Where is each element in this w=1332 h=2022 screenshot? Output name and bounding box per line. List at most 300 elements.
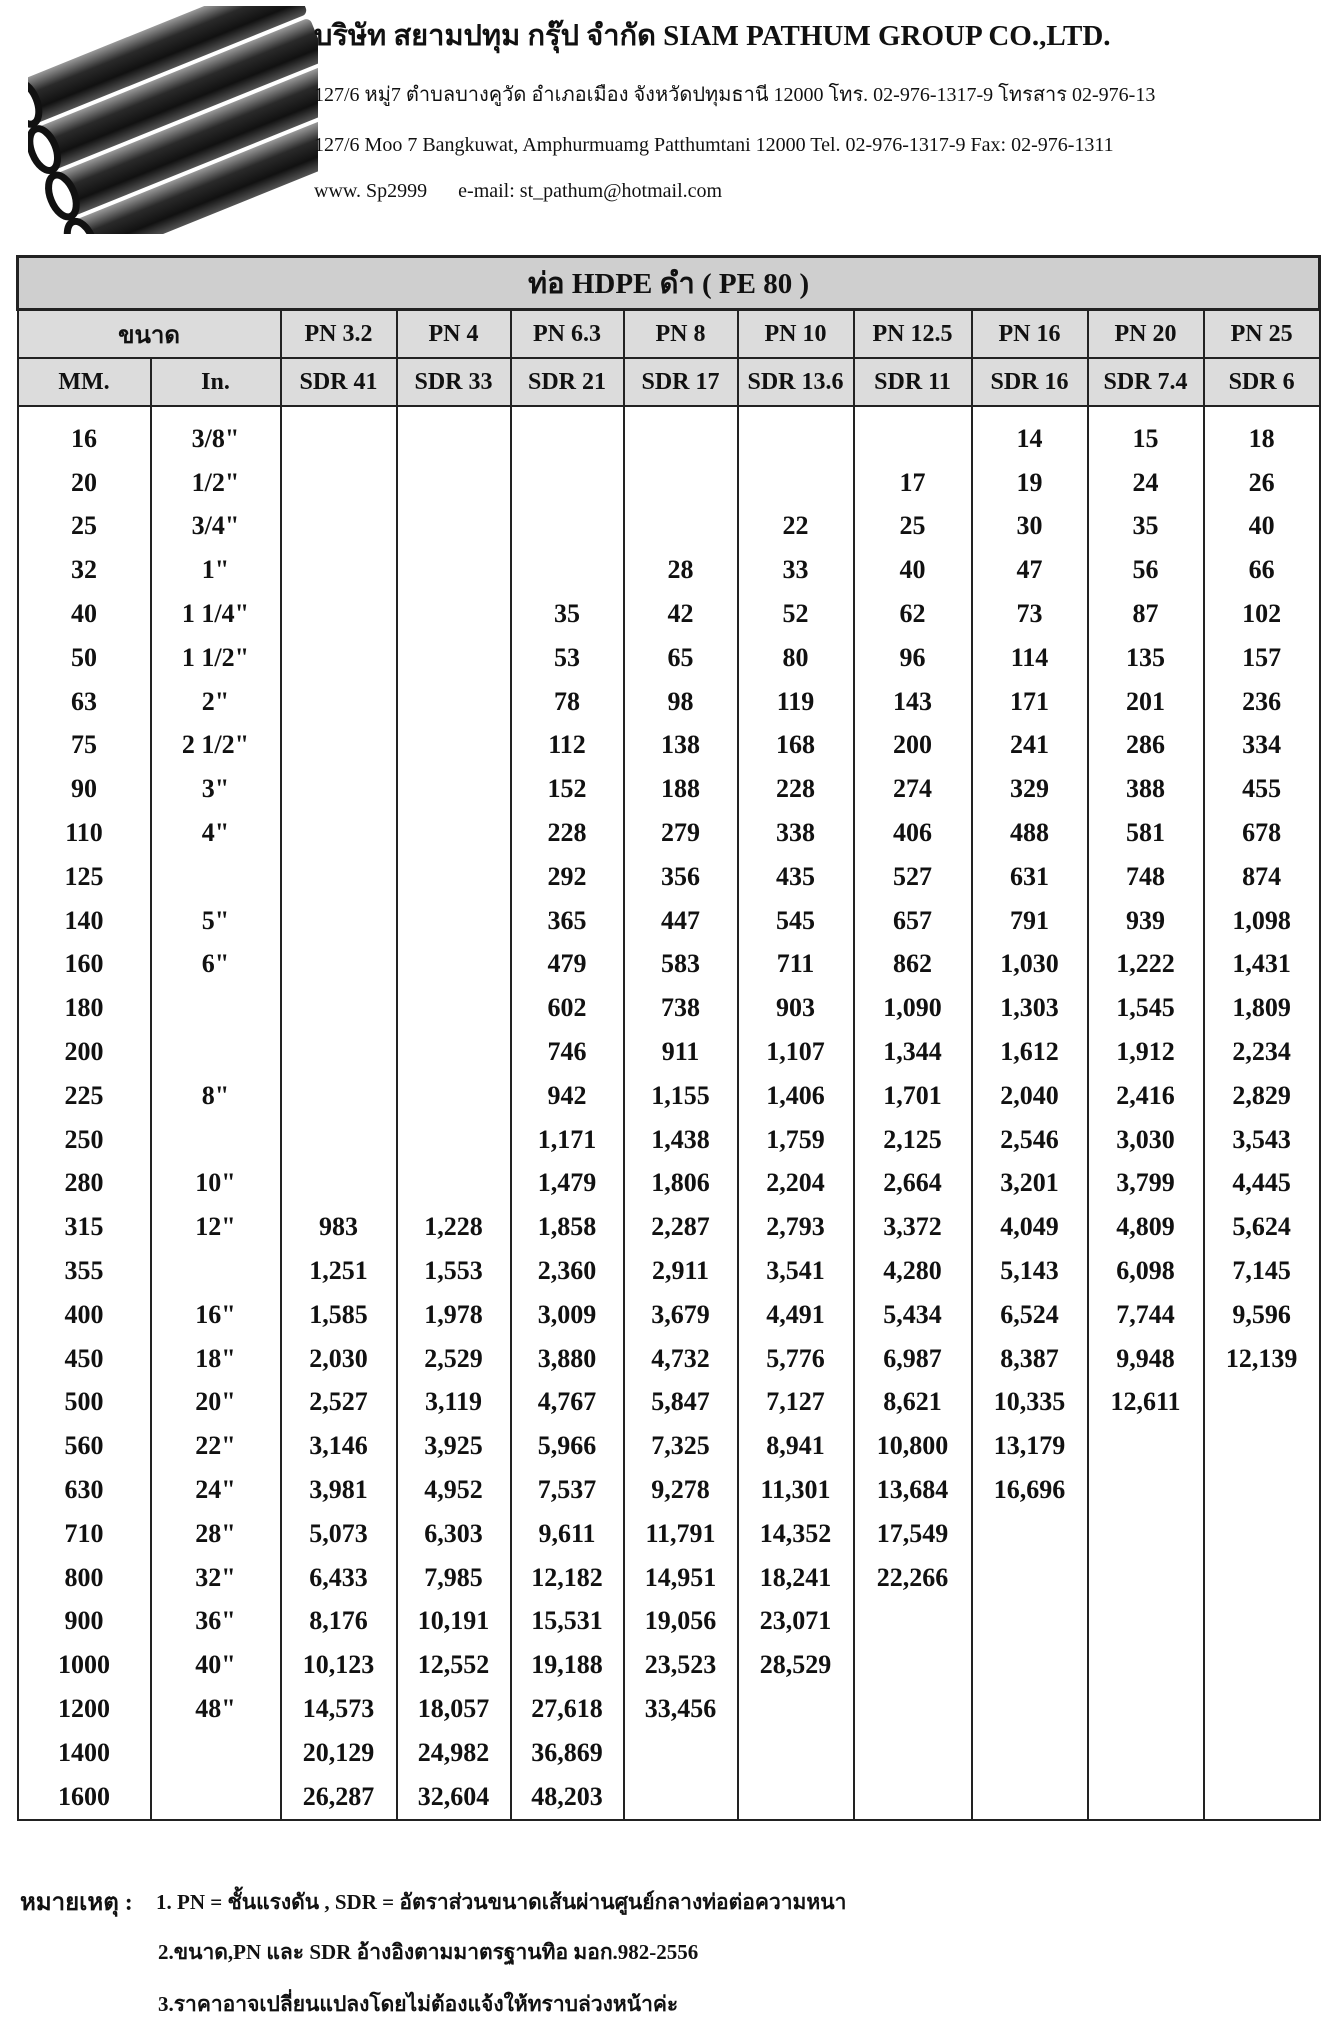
price-cell: 447 xyxy=(624,899,738,943)
size-mm-cell: 280 xyxy=(18,1162,151,1206)
size-mm-cell: 500 xyxy=(18,1381,151,1425)
price-cell xyxy=(397,986,511,1030)
price-cell xyxy=(397,724,511,768)
size-inch-cell: 2 1/2" xyxy=(151,724,281,768)
price-cell: 66 xyxy=(1204,548,1320,592)
price-cell: 98 xyxy=(624,680,738,724)
price-cell xyxy=(972,1731,1088,1775)
price-cell: 14,573 xyxy=(281,1687,397,1731)
price-cell xyxy=(854,1600,972,1644)
price-cell: 11,301 xyxy=(738,1468,854,1512)
price-cell: 10,800 xyxy=(854,1424,972,1468)
price-cell: 678 xyxy=(1204,811,1320,855)
price-cell: 102 xyxy=(1204,592,1320,636)
table-title: ท่อ HDPE ดำ ( PE 80 ) xyxy=(18,257,1320,310)
pn-header: PN 25 xyxy=(1204,310,1320,359)
price-cell: 33 xyxy=(738,548,854,592)
price-cell: 6,524 xyxy=(972,1293,1088,1337)
price-cell xyxy=(1204,1468,1320,1512)
price-cell: 4,732 xyxy=(624,1337,738,1381)
price-cell xyxy=(972,1775,1088,1820)
price-cell: 286 xyxy=(1088,724,1204,768)
pn-header: PN 4 xyxy=(397,310,511,359)
size-mm-cell: 710 xyxy=(18,1512,151,1556)
price-cell: 3,372 xyxy=(854,1205,972,1249)
spacer-cell xyxy=(151,406,281,417)
size-mm-cell: 1000 xyxy=(18,1643,151,1687)
price-cell: 2,527 xyxy=(281,1381,397,1425)
table-row xyxy=(18,1600,1320,1644)
contact-line xyxy=(314,180,748,203)
price-cell: 2,416 xyxy=(1088,1074,1204,1118)
website-link[interactable]: www. Sp2999 xyxy=(314,180,428,202)
size-inch-cell: 12" xyxy=(151,1205,281,1249)
price-cell: 14,352 xyxy=(738,1512,854,1556)
price-cell: 1,171 xyxy=(511,1118,624,1162)
price-cell xyxy=(397,417,511,461)
table-row xyxy=(18,1556,1320,1600)
price-cell xyxy=(397,680,511,724)
size-mm-cell: 400 xyxy=(18,1293,151,1337)
price-cell: 40 xyxy=(854,548,972,592)
price-cell: 2,664 xyxy=(854,1162,972,1206)
size-inch-cell: 40" xyxy=(151,1643,281,1687)
price-cell xyxy=(511,417,624,461)
size-mm-cell: 160 xyxy=(18,943,151,987)
price-cell: 12,182 xyxy=(511,1556,624,1600)
price-cell: 435 xyxy=(738,855,854,899)
price-cell: 13,684 xyxy=(854,1468,972,1512)
price-cell xyxy=(738,417,854,461)
price-cell: 334 xyxy=(1204,724,1320,768)
price-cell: 9,611 xyxy=(511,1512,624,1556)
size-inch-cell xyxy=(151,986,281,1030)
size-inch-cell: 2" xyxy=(151,680,281,724)
price-cell: 33,456 xyxy=(624,1687,738,1731)
price-cell: 738 xyxy=(624,986,738,1030)
spacer-cell xyxy=(738,406,854,417)
address-thai: 127/6 หมู่7 ตำบลบางคูวัด อำเภอเมือง จังหวัดปทุมธานี 12000 โทร. 02-976-1317-9 โทรสาร 02-976-13 xyxy=(314,84,1156,106)
price-cell: 3,981 xyxy=(281,1468,397,1512)
size-mm-cell: 200 xyxy=(18,1030,151,1074)
price-cell: 1,858 xyxy=(511,1205,624,1249)
price-cell: 4,491 xyxy=(738,1293,854,1337)
price-cell xyxy=(1204,1424,1320,1468)
price-cell xyxy=(397,505,511,549)
price-cell: 10,335 xyxy=(972,1381,1088,1425)
price-cell xyxy=(281,592,397,636)
size-mm-cell: 63 xyxy=(18,680,151,724)
table-row xyxy=(18,1512,1320,1556)
price-cell: 143 xyxy=(854,680,972,724)
size-mm-cell: 250 xyxy=(18,1118,151,1162)
price-cell: 5,966 xyxy=(511,1424,624,1468)
spacer-cell xyxy=(972,406,1088,417)
size-inch-cell xyxy=(151,1030,281,1074)
price-cell: 1,098 xyxy=(1204,899,1320,943)
price-cell: 152 xyxy=(511,767,624,811)
size-mm-cell: 16 xyxy=(18,417,151,461)
price-cell: 7,325 xyxy=(624,1424,738,1468)
table-row xyxy=(18,1249,1320,1293)
price-cell: 911 xyxy=(624,1030,738,1074)
price-cell: 631 xyxy=(972,855,1088,899)
spacer-cell xyxy=(18,406,151,417)
price-cell: 657 xyxy=(854,899,972,943)
price-cell: 80 xyxy=(738,636,854,680)
price-cell: 942 xyxy=(511,1074,624,1118)
email-link[interactable]: e-mail: st_pathum@hotmail.com xyxy=(458,180,723,202)
size-inch-cell: 10" xyxy=(151,1162,281,1206)
price-cell: 188 xyxy=(624,767,738,811)
price-cell xyxy=(397,855,511,899)
price-cell xyxy=(1088,1600,1204,1644)
price-cell: 2,125 xyxy=(854,1118,972,1162)
price-cell: 279 xyxy=(624,811,738,855)
pn-header: PN 20 xyxy=(1088,310,1204,359)
price-cell: 1,107 xyxy=(738,1030,854,1074)
table-row xyxy=(18,943,1320,987)
notes-label: หมายเหตุ : xyxy=(20,1890,133,1916)
price-cell: 292 xyxy=(511,855,624,899)
table-row xyxy=(18,680,1320,724)
price-cell: 356 xyxy=(624,855,738,899)
price-cell: 862 xyxy=(854,943,972,987)
price-cell xyxy=(397,943,511,987)
price-cell: 14,951 xyxy=(624,1556,738,1600)
price-cell xyxy=(854,1731,972,1775)
price-cell xyxy=(397,811,511,855)
table-row xyxy=(18,767,1320,811)
price-cell xyxy=(281,1074,397,1118)
size-inch-cell: 8" xyxy=(151,1074,281,1118)
price-cell xyxy=(397,592,511,636)
table-spacer-row xyxy=(18,406,1320,417)
price-cell: 903 xyxy=(738,986,854,1030)
price-cell: 16,696 xyxy=(972,1468,1088,1512)
price-cell xyxy=(281,1162,397,1206)
price-cell xyxy=(281,855,397,899)
price-cell: 3,880 xyxy=(511,1337,624,1381)
price-cell: 7,744 xyxy=(1088,1293,1204,1337)
size-inch-cell: 3/4" xyxy=(151,505,281,549)
price-cell: 56 xyxy=(1088,548,1204,592)
sdr-header: SDR 41 xyxy=(281,358,397,406)
price-cell xyxy=(1204,1381,1320,1425)
price-cell: 1,251 xyxy=(281,1249,397,1293)
price-cell: 10,191 xyxy=(397,1600,511,1644)
price-cell: 48,203 xyxy=(511,1775,624,1820)
size-mm-cell: 20 xyxy=(18,461,151,505)
price-cell: 73 xyxy=(972,592,1088,636)
price-cell: 24 xyxy=(1088,461,1204,505)
price-cell: 2,204 xyxy=(738,1162,854,1206)
table-row xyxy=(18,1687,1320,1731)
price-cell: 2,287 xyxy=(624,1205,738,1249)
price-cell: 1,545 xyxy=(1088,986,1204,1030)
price-cell: 168 xyxy=(738,724,854,768)
inch-header: In. xyxy=(151,358,281,406)
price-cell: 119 xyxy=(738,680,854,724)
price-cell xyxy=(1088,1731,1204,1775)
sdr-header: SDR 16 xyxy=(972,358,1088,406)
price-cell: 602 xyxy=(511,986,624,1030)
price-cell: 15 xyxy=(1088,417,1204,461)
price-cell: 201 xyxy=(1088,680,1204,724)
price-cell: 228 xyxy=(738,767,854,811)
table-row xyxy=(18,986,1320,1030)
table-row xyxy=(18,1030,1320,1074)
table-row xyxy=(18,899,1320,943)
price-cell xyxy=(281,1118,397,1162)
size-inch-cell: 24" xyxy=(151,1468,281,1512)
price-cell: 2,911 xyxy=(624,1249,738,1293)
price-cell: 1,585 xyxy=(281,1293,397,1337)
price-cell xyxy=(1088,1556,1204,1600)
price-cell: 228 xyxy=(511,811,624,855)
price-cell: 5,434 xyxy=(854,1293,972,1337)
price-cell: 171 xyxy=(972,680,1088,724)
price-cell xyxy=(1204,1731,1320,1775)
price-cell xyxy=(281,724,397,768)
size-mm-cell: 355 xyxy=(18,1249,151,1293)
price-cell: 28 xyxy=(624,548,738,592)
price-cell xyxy=(972,1687,1088,1731)
size-inch-cell: 3/8" xyxy=(151,417,281,461)
table-row xyxy=(18,636,1320,680)
price-cell: 1,155 xyxy=(624,1074,738,1118)
price-cell: 1,479 xyxy=(511,1162,624,1206)
pipe-bundle-logo xyxy=(28,6,318,234)
price-cell: 114 xyxy=(972,636,1088,680)
price-cell: 1,090 xyxy=(854,986,972,1030)
price-cell xyxy=(281,943,397,987)
price-cell: 1,438 xyxy=(624,1118,738,1162)
price-cell: 3,119 xyxy=(397,1381,511,1425)
price-cell: 388 xyxy=(1088,767,1204,811)
price-cell: 27,618 xyxy=(511,1687,624,1731)
price-cell xyxy=(854,1775,972,1820)
price-cell: 3,799 xyxy=(1088,1162,1204,1206)
price-cell: 8,621 xyxy=(854,1381,972,1425)
price-cell: 87 xyxy=(1088,592,1204,636)
table-row xyxy=(18,417,1320,461)
price-cell xyxy=(281,1030,397,1074)
price-cell xyxy=(397,1030,511,1074)
price-cell: 13,179 xyxy=(972,1424,1088,1468)
price-cell xyxy=(281,680,397,724)
price-cell: 11,791 xyxy=(624,1512,738,1556)
price-cell: 2,793 xyxy=(738,1205,854,1249)
mm-header: MM. xyxy=(18,358,151,406)
price-cell xyxy=(624,505,738,549)
price-cell: 748 xyxy=(1088,855,1204,899)
price-cell: 6,098 xyxy=(1088,1249,1204,1293)
size-inch-cell: 1 1/4" xyxy=(151,592,281,636)
size-mm-cell: 25 xyxy=(18,505,151,549)
price-cell xyxy=(1204,1687,1320,1731)
price-cell xyxy=(738,1775,854,1820)
price-cell: 4,767 xyxy=(511,1381,624,1425)
price-cell: 22,266 xyxy=(854,1556,972,1600)
size-mm-cell: 1200 xyxy=(18,1687,151,1731)
price-cell: 3,030 xyxy=(1088,1118,1204,1162)
price-cell: 135 xyxy=(1088,636,1204,680)
price-cell xyxy=(972,1643,1088,1687)
price-cell: 2,040 xyxy=(972,1074,1088,1118)
price-cell: 8,941 xyxy=(738,1424,854,1468)
pn-header: PN 6.3 xyxy=(511,310,624,359)
spacer-cell xyxy=(281,406,397,417)
price-cell: 7,145 xyxy=(1204,1249,1320,1293)
size-mm-cell: 315 xyxy=(18,1205,151,1249)
size-inch-cell xyxy=(151,1118,281,1162)
price-cell: 24,982 xyxy=(397,1731,511,1775)
price-cell xyxy=(972,1600,1088,1644)
table-row xyxy=(18,1424,1320,1468)
price-cell: 3,146 xyxy=(281,1424,397,1468)
size-mm-cell: 630 xyxy=(18,1468,151,1512)
price-cell xyxy=(511,505,624,549)
price-cell xyxy=(397,1162,511,1206)
price-cell: 3,201 xyxy=(972,1162,1088,1206)
price-cell xyxy=(738,1687,854,1731)
price-cell: 365 xyxy=(511,899,624,943)
price-cell xyxy=(1088,1512,1204,1556)
size-mm-cell: 32 xyxy=(18,548,151,592)
price-cell xyxy=(972,1556,1088,1600)
price-cell: 746 xyxy=(511,1030,624,1074)
price-cell: 1,978 xyxy=(397,1293,511,1337)
price-cell: 14 xyxy=(972,417,1088,461)
size-inch-cell: 20" xyxy=(151,1381,281,1425)
price-cell: 338 xyxy=(738,811,854,855)
price-cell xyxy=(281,767,397,811)
size-mm-cell: 125 xyxy=(18,855,151,899)
price-cell: 36,869 xyxy=(511,1731,624,1775)
size-inch-cell: 1/2" xyxy=(151,461,281,505)
price-table-container xyxy=(16,255,1318,1821)
sdr-header: SDR 7.4 xyxy=(1088,358,1204,406)
size-mm-cell: 900 xyxy=(18,1600,151,1644)
price-cell xyxy=(1204,1600,1320,1644)
sdr-header: SDR 21 xyxy=(511,358,624,406)
pn-header: PN 12.5 xyxy=(854,310,972,359)
price-cell xyxy=(1088,1468,1204,1512)
price-cell: 19,056 xyxy=(624,1600,738,1644)
size-inch-cell xyxy=(151,1775,281,1820)
size-mm-cell: 50 xyxy=(18,636,151,680)
price-cell: 9,278 xyxy=(624,1468,738,1512)
spacer-cell xyxy=(1088,406,1204,417)
price-cell: 7,127 xyxy=(738,1381,854,1425)
size-mm-cell: 225 xyxy=(18,1074,151,1118)
price-cell xyxy=(511,548,624,592)
table-body xyxy=(18,406,1320,1820)
price-cell xyxy=(624,461,738,505)
price-cell: 112 xyxy=(511,724,624,768)
price-cell xyxy=(624,1775,738,1820)
spacer-cell xyxy=(854,406,972,417)
pn-header: PN 10 xyxy=(738,310,854,359)
price-cell: 6,987 xyxy=(854,1337,972,1381)
price-cell xyxy=(281,505,397,549)
size-mm-cell: 110 xyxy=(18,811,151,855)
price-cell xyxy=(397,548,511,592)
price-cell: 18,241 xyxy=(738,1556,854,1600)
price-cell xyxy=(397,636,511,680)
table-row xyxy=(18,724,1320,768)
size-inch-cell: 32" xyxy=(151,1556,281,1600)
table-row xyxy=(18,1074,1320,1118)
price-cell: 3,679 xyxy=(624,1293,738,1337)
price-cell: 6,303 xyxy=(397,1512,511,1556)
price-cell: 3,925 xyxy=(397,1424,511,1468)
price-cell: 4,049 xyxy=(972,1205,1088,1249)
price-cell: 47 xyxy=(972,548,1088,592)
price-cell: 1,612 xyxy=(972,1030,1088,1074)
price-cell: 791 xyxy=(972,899,1088,943)
price-cell xyxy=(281,417,397,461)
price-cell: 1,912 xyxy=(1088,1030,1204,1074)
size-inch-cell xyxy=(151,1731,281,1775)
price-cell: 53 xyxy=(511,636,624,680)
spacer-cell xyxy=(511,406,624,417)
price-cell: 62 xyxy=(854,592,972,636)
price-cell: 7,537 xyxy=(511,1468,624,1512)
sdr-header: SDR 11 xyxy=(854,358,972,406)
price-cell: 8,387 xyxy=(972,1337,1088,1381)
size-inch-cell: 48" xyxy=(151,1687,281,1731)
price-cell: 2,030 xyxy=(281,1337,397,1381)
price-cell: 241 xyxy=(972,724,1088,768)
price-cell: 23,523 xyxy=(624,1643,738,1687)
size-inch-cell: 6" xyxy=(151,943,281,987)
price-cell xyxy=(738,1731,854,1775)
size-mm-cell: 560 xyxy=(18,1424,151,1468)
price-cell xyxy=(281,811,397,855)
price-cell: 329 xyxy=(972,767,1088,811)
price-cell: 1,759 xyxy=(738,1118,854,1162)
price-cell xyxy=(397,767,511,811)
price-cell xyxy=(397,1118,511,1162)
price-cell: 157 xyxy=(1204,636,1320,680)
price-cell xyxy=(397,899,511,943)
price-cell: 2,546 xyxy=(972,1118,1088,1162)
price-cell: 5,624 xyxy=(1204,1205,1320,1249)
table-row xyxy=(18,1381,1320,1425)
price-cell: 200 xyxy=(854,724,972,768)
price-cell xyxy=(281,986,397,1030)
price-cell: 96 xyxy=(854,636,972,680)
price-cell: 236 xyxy=(1204,680,1320,724)
size-inch-cell xyxy=(151,1249,281,1293)
price-cell xyxy=(1088,1775,1204,1820)
price-cell: 42 xyxy=(624,592,738,636)
table-row xyxy=(18,592,1320,636)
price-cell: 274 xyxy=(854,767,972,811)
price-cell xyxy=(972,1512,1088,1556)
price-cell: 2,360 xyxy=(511,1249,624,1293)
price-cell: 6,433 xyxy=(281,1556,397,1600)
table-row xyxy=(18,1731,1320,1775)
price-cell: 17 xyxy=(854,461,972,505)
size-inch-cell: 36" xyxy=(151,1600,281,1644)
price-cell: 581 xyxy=(1088,811,1204,855)
price-cell: 23,071 xyxy=(738,1600,854,1644)
price-cell xyxy=(281,636,397,680)
price-cell xyxy=(1204,1556,1320,1600)
